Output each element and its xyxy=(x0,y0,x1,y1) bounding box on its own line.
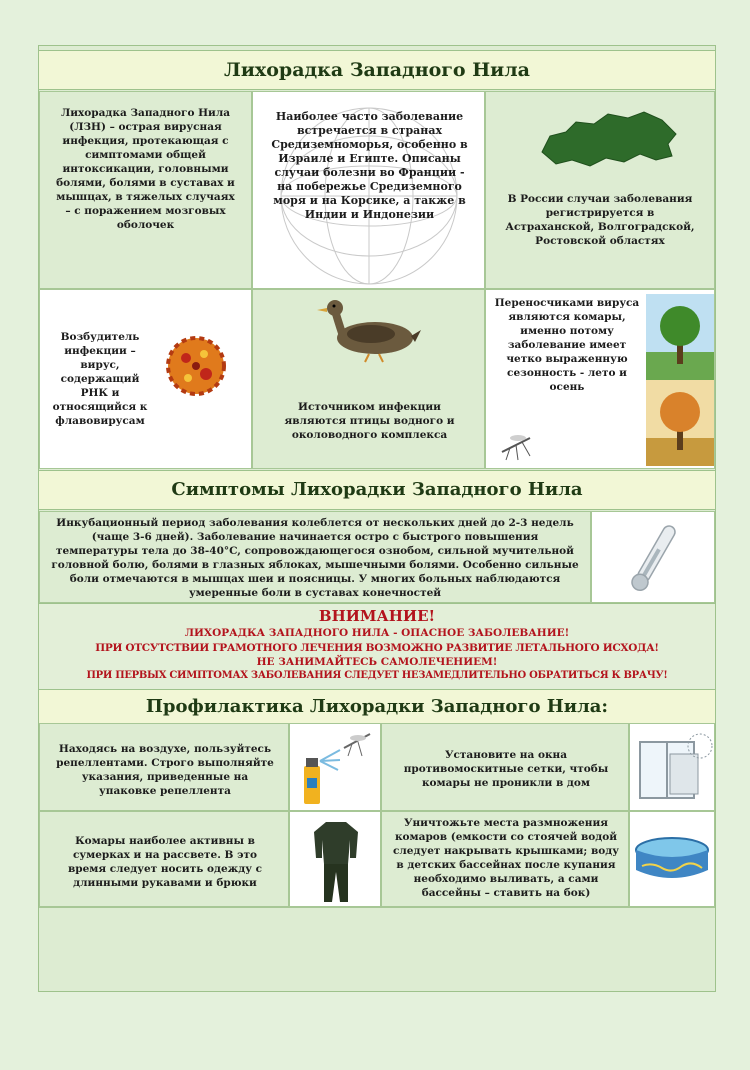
definition-text: Лихорадка Западного Нила (ЛЗН) – острая вирусная инфекция, протекающая с симптомами общей интоксикации, головными болями, болями в суставах и мышцах, в тяжелых случаях – с поражением мозговых оболочек xyxy=(56,107,235,231)
geography-text: Наиболее часто заболевание встречается в странах Средиземноморья, особенно в Израиле и Египте. Описаны случаи болезни во Франции - на побережье Средиземного моря и на Корсике, а также в Индии и Индонезии xyxy=(271,110,468,221)
poster-sheet xyxy=(38,45,716,992)
prevention-item-text: Находясь на воздухе, пользуйтесь репеллентами. Строго выполняйте указания, приведенные на упаковке репеллента xyxy=(56,743,274,797)
warning-line: ПРИ ПЕРВЫХ СИМПТОМАХ ЗАБОЛЕВАНИЯ СЛЕДУЕТ НЕЗАМЕДЛИТЕЛЬНО ОБРАТИТЬСЯ К ВРАЧУ! xyxy=(86,670,668,681)
geography-cell xyxy=(252,91,485,289)
clothing-cell xyxy=(289,811,381,907)
russia-map-icon xyxy=(532,104,682,174)
source-text: Источником инфекции являются птицы водного и околоводного комплекса xyxy=(284,401,455,441)
window-net-icon xyxy=(634,728,714,808)
symptoms-band xyxy=(39,470,715,510)
thermometer-cell xyxy=(591,511,715,603)
prevention-item-text: Уничтожьте места размножения комаров (емкости со стоячей водой следует накрывать крышками; воду в детских бассейнах после купания необходимо выливать, а сами бассейны – ставить на бок) xyxy=(393,817,619,899)
duck-icon xyxy=(313,296,423,366)
pathogen-cell xyxy=(39,289,252,469)
repellent-cell xyxy=(289,723,381,811)
pool-cell xyxy=(629,811,715,907)
symptoms-title: Симптомы Лихорадки Западного Нила xyxy=(171,479,583,500)
source-cell xyxy=(252,289,485,469)
page-title: Лихорадка Западного Нила xyxy=(224,59,530,81)
prevention-item xyxy=(39,723,289,811)
prevention-item-text: Комары наиболее активны в сумерках и на рассвете. В это время следует носить одежду с длинными рукавами и брюки xyxy=(67,835,263,889)
summer-tree-icon xyxy=(646,294,714,380)
warning-block xyxy=(39,603,715,690)
virus-icon xyxy=(158,328,234,404)
repellent-spray-icon xyxy=(296,728,376,808)
title-band xyxy=(39,50,715,90)
warning-line: ЛИХОРАДКА ЗАПАДНОГО НИЛА - ОПАСНОЕ ЗАБОЛЕВАНИЕ! xyxy=(184,627,570,639)
prevention-band xyxy=(39,689,715,725)
vectors-text: Переносчиками вируса являются комары, именно потому заболевание имеет четко выраженную сезонность - лето и осень xyxy=(494,297,640,393)
symptoms-text: Инкубационный период заболевания колеблется от нескольких дней до 2-3 недель (чаще 3-6 дней). Заболевание начинается остро с быстрого повышения температуры тела до 38-40°C, сопровождающегося ознобом, сильной мучительной головной болю, болями в глазных яблоках, мышечными болями. Особенно сильные боли отмечаются в мышцах шеи и поясницы. У многих больных наблюдаются умеренные боли в суставах конечностей xyxy=(51,517,579,599)
prevention-item xyxy=(39,811,289,907)
empty-area xyxy=(39,907,715,991)
prevention-title: Профилактика Лихорадки Западного Нила: xyxy=(145,696,609,717)
prevention-item xyxy=(381,723,629,811)
mosquito-icon xyxy=(496,428,536,462)
prevention-item-text: Установите на окна противомоскитные сетки, чтобы комары не проникли в дом xyxy=(403,749,609,789)
vectors-cell xyxy=(485,289,715,469)
russia-text: В России случаи заболевания регистрируется в Астраханской, Волгоградской, Ростовской областях xyxy=(505,193,695,247)
autumn-tree-icon xyxy=(646,380,714,466)
window-net-cell xyxy=(629,723,715,811)
pathogen-text: Возбудитель инфекции – вирус, содержащий РНК и относящийся к флавовирусам xyxy=(52,331,148,427)
warning-line: НЕ ЗАНИМАЙТЕСЬ САМОЛЕЧЕНИЕМ! xyxy=(256,656,498,668)
pool-icon xyxy=(632,830,712,890)
thermometer-icon xyxy=(624,516,684,600)
warning-title: ВНИМАНИЕ! xyxy=(318,607,436,625)
prevention-item xyxy=(381,811,629,907)
russia-cell xyxy=(485,91,715,289)
symptoms-cell xyxy=(39,511,591,603)
clothing-icon xyxy=(306,818,366,904)
warning-line: ПРИ ОТСУТСТВИИ ГРАМОТНОГО ЛЕЧЕНИЯ ВОЗМОЖНО РАЗВИТИЕ ЛЕТАЛЬНОГО ИСХОДА! xyxy=(95,642,659,654)
definition-cell xyxy=(39,91,252,289)
